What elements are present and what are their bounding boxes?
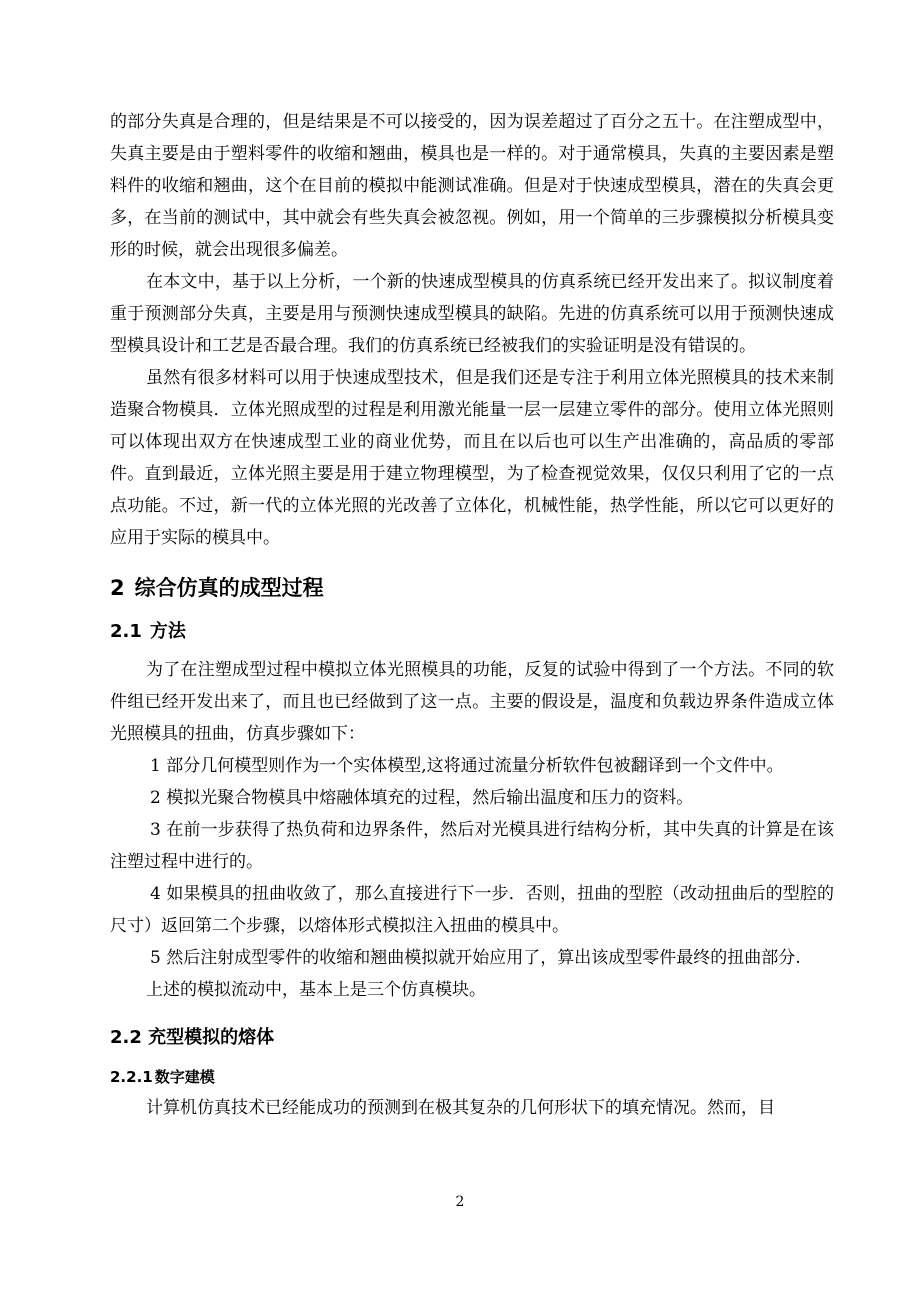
section-2-1-outro: 上述的模拟流动中，基本上是三个仿真模块。: [146, 980, 486, 1000]
section-2-2-heading: 2.2 充型模拟的熔体: [110, 1027, 275, 1048]
section-2-1-intro: 为了在注塑成型过程中模拟立体光照模具的功能，反复的试验中得到了一个方法。不同的软件组已经开发出来了，而且也已经做到了这一点。主要的假设是，温度和负载边界条件造成立体光照模具的扭曲，仿真步骤如下：: [110, 660, 834, 744]
simulation-step-1: 1 部分几何模型则作为一个实体模型,这将通过流量分析软件包被翻译到一个文件中。: [150, 756, 784, 776]
section-2-1-heading: [110, 616, 834, 648]
section-2-2-1-title: 数字建模: [154, 1068, 215, 1086]
section-2-2-1-heading: [110, 1062, 834, 1092]
paragraph-2: 在本文中，基于以上分析，一个新的快速成型模具的仿真系统已经开发出来了。拟议制度着重于预测部分失真，主要是用与预测快速成型模具的缺陷。先进的仿真系统可以用于预测快速成型模具设计和工艺是否最合理。我们的仿真系统已经被我们的实验证明是没有错误的。: [110, 272, 834, 356]
simulation-step-4: 4 如果模具的扭曲收敛了，那么直接进行下一步．否则，扭曲的型腔（改动扭曲后的型腔的尺寸）返回第二个步骤，以熔体形式模拟注入扭曲的模具中。: [110, 884, 834, 936]
simulation-step-3: 3 在前一步获得了热负荷和边界条件，然后对光模具进行结构分析，其中失真的计算是在该注塑过程中进行的。: [110, 820, 834, 872]
paragraph-3: 虽然有很多材料可以用于快速成型技术，但是我们还是专注于利用立体光照模具的技术来制造聚合物模具．立体光照成型的过程是利用激光能量一层一层建立零件的部分。使用立体光照则可以体现出双方在快速成型工业的商业优势，而且在以后也可以生产出准确的，高品质的零部件。直到最近，立体光照主要是用于建立物理模型，为了检查视觉效果，仅仅只利用了它的一点点功能。不过，新一代的立体光照的光改善了立体化，机械性能，热学性能，所以它可以更好的应用于实际的模具中。: [110, 368, 834, 548]
page-number: 2: [455, 1194, 465, 1210]
section-2-1-number: 2.1: [110, 621, 142, 642]
paragraph-1: 的部分失真是合理的，但是结果是不可以接受的，因为误差超过了百分之五十。在注塑成型中，失真主要是由于塑料零件的收缩和翘曲，模具也是一样的。对于通常模具，失真的主要因素是塑料件的收缩和翘曲，这个在目前的模拟中能测试准确。但是对于快速成型模具，潜在的失真会更多，在当前的测试中，其中就会有些失真会被忽视。例如，用一个简单的三步骤模拟分析模具变形的时候，就会出现很多偏差。: [110, 112, 834, 260]
page-body: [110, 106, 834, 1124]
section-2-2-1-number: 2.2.1: [110, 1068, 153, 1086]
section-2-2-1-text: 计算机仿真技术已经能成功的预测到在极其复杂的几何形状下的填充情况。然而，目: [146, 1098, 775, 1118]
section-2-title: 综合仿真的成型过程: [134, 576, 324, 600]
simulation-step-5: 5 然后注射成型零件的收缩和翘曲模拟就开始应用了，算出该成型零件最终的扭曲部分.: [150, 948, 801, 968]
section-2-number: 2: [110, 576, 125, 600]
section-2-heading: [110, 572, 834, 604]
simulation-step-2: 2 模拟光聚合物模具中熔融体填充的过程，然后输出温度和压力的资料。: [150, 788, 694, 808]
section-2-1-title: 方法: [149, 621, 186, 642]
